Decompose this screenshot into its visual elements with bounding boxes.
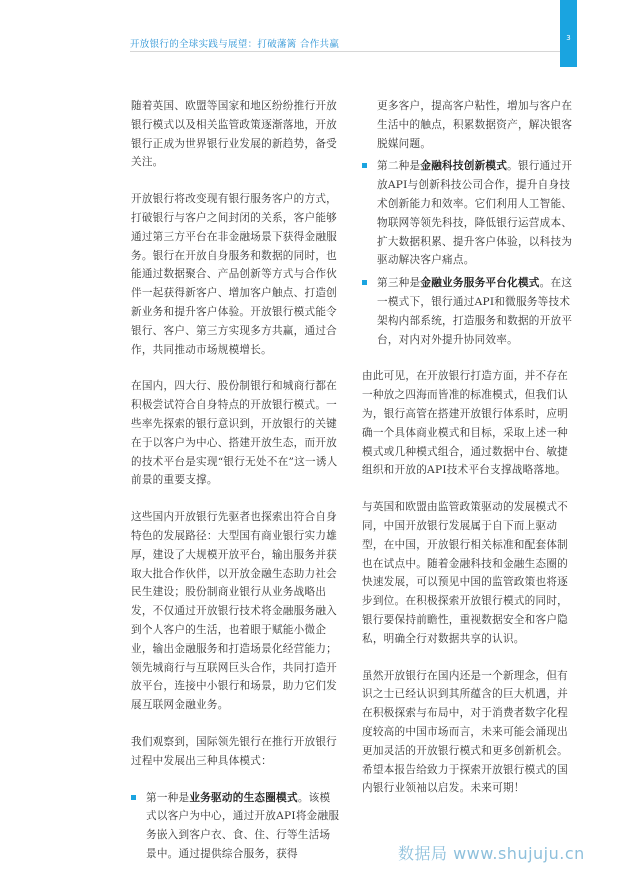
paragraph: 我们观察到，国际领先银行在推行开放银行过程中发展出三种具体模式： (131, 735, 338, 767)
bullet-text: 。银行通过开放API与创新科技公司合作，提升自身技术创新能力和效率。它们利用人工智能、物联网等领先科技，降低银行运营成本、扩大数据积累、提升客户体验，以科技为驱动解决客户痛点。 (377, 160, 573, 267)
model-list (131, 789, 341, 864)
paragraph: 随着英国、欧盟等国家和地区纷纷推行开放银行模式以及相关监管政策逐渐落地，开放银行正成为世界银行业发展的新趋势，备受关注。 (131, 100, 338, 169)
bullet-lead: 第三种是 (377, 277, 421, 290)
bullet-lead: 第一种是 (146, 791, 190, 804)
bullet-text: 。在这一模式下，银行通过API和微服务等技术架构内部系统，打造服务和数据的开放平台，对内对外提升协同效率。 (377, 277, 573, 346)
left-column (131, 97, 341, 882)
bullet-square-icon (131, 795, 136, 800)
list-item (362, 157, 573, 270)
paragraph: 这些国内开放银行先驱者也探索出符合自身特色的发展路径：大型国有商业银行实力雄厚，建设了大规模开放平台，输出服务并获取大批合作伙伴，以开放金融生态助力社会民生建设；股份制商业银行从业务战略出发，不仅通过开放银行技术将金融服务融入到个人客户的生活，也着眼于赋能小微企业，输出金融服务和打造场景化经营能力；领先城商行与互联网巨头合作，共同打造开放平台，连接中小银行和场景，助力它们发展互联网金融业务。 (131, 511, 338, 712)
page-number: 3 (566, 34, 571, 42)
bullet-text: 。该模式以客户为中心，通过开放API将金融服务嵌入到客户衣、食、住、行等生活场景中。通过提供综合服务，获得 (146, 791, 340, 860)
watermark: 数据局 www.shujuju.cn (398, 844, 585, 863)
right-column (362, 97, 573, 816)
paragraph: 更多客户，提高客户粘性，增加与客户在生活中的触点，积累数据资产，解决银客脱媒问题。 (377, 100, 573, 150)
running-header (130, 27, 570, 52)
bullet-square-icon (362, 280, 367, 285)
paragraph: 开放银行将改变现有银行服务客户的方式，打破银行与客户之间封闭的关系，客户能够通过第三方平台在非金融场景下获得金融服务。银行在开放自身服务和数据的同时，也能通过数据聚合、产品创新等方式与合作伙伴一起获得新客户、增加客户触点、打造创新业务和提升客户体验。开放银行模式能令银行、客户、第三方实现多方共赢，通过合作，共同推动市场规模增长。 (131, 193, 338, 356)
paragraph: 由此可见，在开放银行打造方面，并不存在一种放之四海而皆准的标准模式，但我们认为，银行高管在搭建开放银行体系时，应明确一个具体商业模式和目标，采取上述一种模式或几种模式组合，通过数据中台、敏捷组织和开放的API技术平台支撑战略落地。 (362, 370, 569, 477)
list-item (362, 274, 573, 349)
header-title: 开放银行的全球实践与展望：打破藩篱 合作共赢 (130, 39, 340, 50)
bullet-keyword: 金融科技创新模式 (420, 160, 508, 173)
bullet-keyword: 业务驱动的生态圈模式 (189, 791, 298, 804)
list-item (131, 789, 341, 864)
model-list-continued (362, 157, 573, 349)
paragraph: 虽然开放银行在国内还是一个新理念，但有识之士已经认识到其所蕴含的巨大机遇，并在积极探索与布局中，对于消费者数字化程度较高的中国市场而言，未来可能会涌现出更加灵活的开放银行模式和更多创新机会。希望本报告给致力于探索开放银行模式的国内银行业领袖以启发。未来可期！ (362, 669, 569, 795)
bullet-lead: 第二种是 (377, 160, 421, 173)
paragraph: 在国内，四大行、股份制银行和城商行都在积极尝试符合自身特点的开放银行模式。一些率先探索的银行意识到，开放银行的关键在于以客户为中心、搭建开放生态，而开放的技术平台是实现“银行无处不在”这一诱人前景的重要支撑。 (131, 380, 338, 487)
paragraph: 与英国和欧盟由监管政策驱动的发展模式不同，中国开放银行发展属于自下而上驱动型，在中国，开放银行相关标准和配套体制也在试点中。随着金融科技和金融生态圈的快速发展，可以预见中国的监管政策也将逐步到位。在积极探索开放银行模式的同时，银行要保持前瞻性，重视数据安全和客户隐私，明确全行对数据共享的认识。 (362, 501, 569, 645)
bullet-square-icon (362, 163, 367, 168)
page-number-tab (560, 0, 577, 67)
bullet-keyword: 金融业务服务平台化模式 (420, 277, 540, 290)
